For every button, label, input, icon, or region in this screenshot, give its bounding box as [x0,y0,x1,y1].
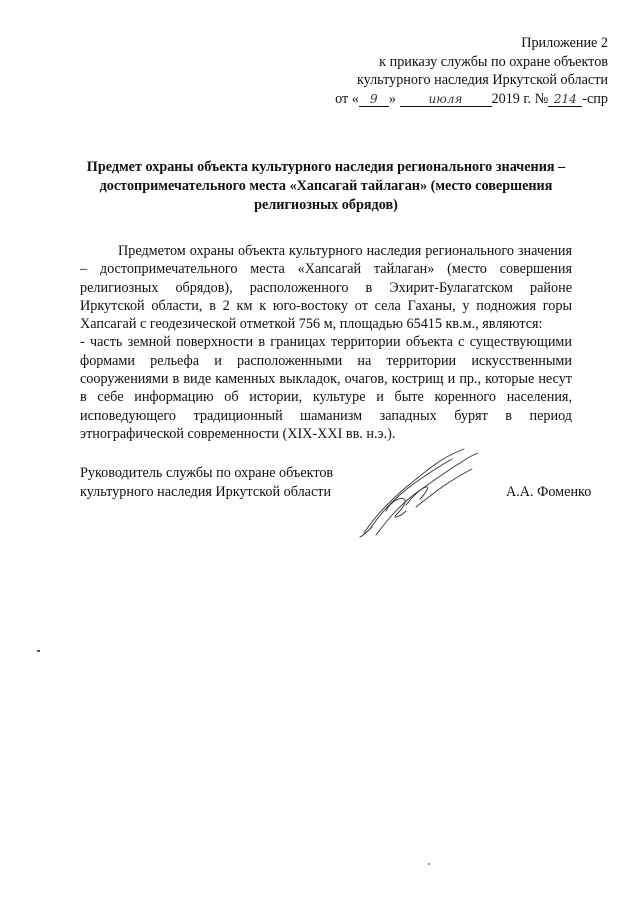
handwritten-signature-icon [356,445,486,540]
body-paragraph-2: - часть земной поверхности в границах территории объекта с существующими формами рельефа и расположенными на территории искусственными сооружениями в виде каменных выкладок, очагов, кострищ и пр., которые несут в себе информацию об истории, культуре и быте коренного населения, исповедующего традиционный шаманизм западных бурят в период этнографической современности (XIX-XXI вв. н.э.). [80,334,572,442]
scan-speck [428,863,430,865]
signer-position-line-2: культурного наследия Иркутской области [80,483,332,500]
body-paragraph-1: Предметом охраны объекта культурного наследия регионального значения – достопримечательного места «Хапсагай тайлаган» (место совершения религиозных обрядов), расположенного в Эхирит-Булагатском районе Иркутской области, в 2 км к юго-востоку от села Гаханы, у подножия горы Хапсагай с геодезической отметкой 756 м, площадью 65415 кв.м., являются: [80,243,572,333]
signer-position-line-1: Руководитель службы по охране объектов [80,465,334,481]
date-year: 2019 г. № [491,90,549,107]
date-month: июля [400,92,492,107]
document-title: Предмет охраны объекта культурного наследия регионального значения – достопримечательного места «Хапсагай тайлаган» (место совершения религиозных обрядов) [86,159,566,213]
order-number: 214 [548,92,582,107]
scan-speck [37,650,40,652]
signer-name: А.А. Фоменко [506,484,592,500]
appendix-header [335,34,608,108]
appendix-title: Приложение 2 [521,35,608,51]
appendix-date-line [335,90,608,109]
document-body [80,242,572,443]
date-mid: » [388,90,396,107]
date-prefix: от « [335,90,359,107]
appendix-authority: культурного наследия Иркутской области [356,72,608,88]
order-suffix: -спр [582,90,608,107]
signer-position [80,464,333,501]
appendix-order-ref: к приказу службы по охране объектов [379,53,608,70]
date-day: 9 [359,92,389,107]
